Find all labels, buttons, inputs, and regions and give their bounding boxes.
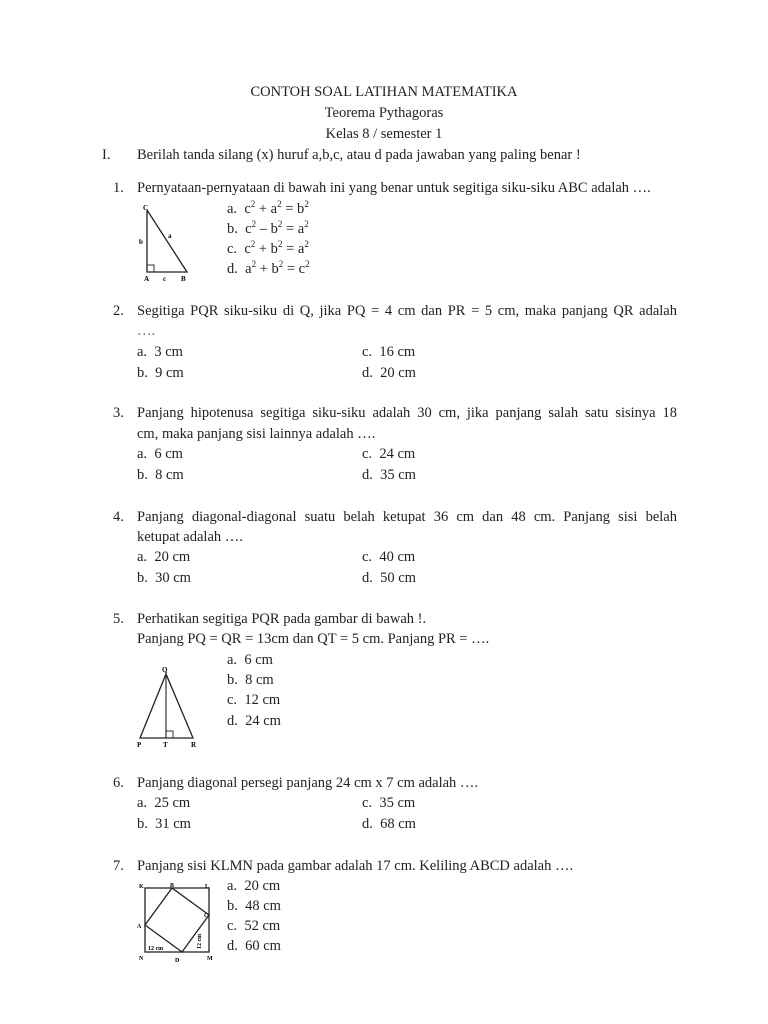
question-text-cont: ….	[137, 323, 156, 339]
option-letter: b.	[137, 467, 148, 483]
option-letter: a.	[227, 878, 238, 894]
option-letter: c.	[362, 795, 373, 811]
figure-label: K	[139, 884, 144, 890]
figure-label: b	[139, 238, 143, 246]
question-number: 1.	[113, 180, 124, 196]
option-text: 60 cm	[245, 938, 281, 954]
option-text: 68 cm	[380, 816, 416, 832]
option-text: 6 cm	[154, 446, 183, 462]
option-item[interactable]	[362, 549, 415, 566]
figure-label: B	[170, 883, 175, 889]
option-letter: a.	[227, 652, 238, 668]
question-text: Panjang hipotenusa segitiga siku-siku adalah 30 cm, jika panjang salah satu sisinya 18	[137, 405, 677, 421]
option-letter: b.	[227, 672, 238, 688]
option-item[interactable]	[362, 570, 416, 587]
section-instruction: Berilah tanda silang (x) huruf a,b,c, atau d pada jawaban yang paling benar !	[137, 147, 581, 163]
option-letter: b.	[227, 898, 238, 914]
isosceles-triangle-pqr-figure	[135, 664, 207, 750]
option-letter: c.	[362, 344, 373, 360]
option-item[interactable]: c. $c^2 + b^2 = a^2$	[227, 239, 309, 257]
figure-label: Q	[162, 666, 168, 674]
option-letter: c.	[362, 549, 373, 565]
option-letter: a.	[227, 201, 238, 217]
option-letter: a.	[137, 446, 148, 462]
option-item[interactable]: d. $a^2 + b^2 = c^2$	[227, 259, 310, 277]
option-item[interactable]	[137, 344, 183, 361]
question-text-cont: Panjang PQ = QR = 13cm dan QT = 5 cm. Panjang PR = ….	[137, 631, 490, 647]
option-item[interactable]	[137, 795, 190, 812]
option-text: 40 cm	[379, 549, 416, 565]
figure-label: 12 cm	[148, 946, 164, 952]
option-item[interactable]	[227, 672, 274, 689]
option-text: 50 cm	[380, 570, 416, 586]
page-title: CONTOH SOAL LATIHAN MATEMATIKA	[250, 84, 518, 100]
question-text: Perhatikan segitiga PQR pada gambar di bawah !.	[137, 611, 427, 627]
figure-label: 12 cm	[197, 933, 203, 949]
option-item[interactable]	[362, 816, 416, 833]
figure-label: T	[163, 741, 168, 749]
option-letter: b.	[227, 221, 238, 237]
option-letter: b.	[137, 365, 148, 381]
option-item[interactable]	[227, 898, 281, 915]
question-text: Panjang diagonal persegi panjang 24 cm x 7 cm adalah ….	[137, 775, 479, 791]
option-letter: a.	[137, 549, 148, 565]
option-text: 48 cm	[245, 898, 281, 914]
question-text: Pernyataan-pernyataan di bawah ini yang benar untuk segitiga siku-siku ABC adalah ….	[137, 180, 651, 196]
option-item[interactable]: b. $c^2 - b^2 = a^2$	[227, 219, 309, 237]
option-item[interactable]	[362, 344, 415, 361]
option-item[interactable]	[362, 467, 416, 484]
option-text: 25 cm	[154, 795, 191, 811]
question-text: Panjang diagonal-diagonal suatu belah ketupat 36 cm dan 48 cm. Panjang sisi belah	[137, 509, 677, 525]
option-item[interactable]	[227, 938, 281, 955]
option-letter: d.	[362, 467, 373, 483]
option-text: 8 cm	[245, 672, 274, 688]
option-item[interactable]	[137, 816, 191, 833]
option-letter: a.	[137, 344, 148, 360]
figure-label: L	[205, 884, 210, 890]
option-letter: b.	[137, 570, 148, 586]
option-item[interactable]: a. $c^2 + a^2 = b^2$	[227, 199, 309, 217]
question-text-cont: ketupat adalah ….	[137, 529, 243, 545]
option-letter: b.	[137, 816, 148, 832]
option-item[interactable]	[227, 918, 280, 935]
figure-label: N	[139, 956, 144, 962]
option-text: 31 cm	[155, 816, 191, 832]
right-triangle-abc-figure	[135, 200, 195, 286]
option-text: 20 cm	[154, 549, 191, 565]
figure-label: D	[175, 958, 180, 964]
figure-label: M	[207, 956, 213, 962]
option-letter: d.	[362, 570, 373, 586]
figure-label: P	[137, 741, 142, 749]
option-letter: d.	[227, 713, 238, 729]
option-letter: d.	[227, 938, 238, 954]
option-letter: c.	[227, 918, 238, 934]
question-text: Segitiga PQR siku-siku di Q, jika PQ = 4 cm dan PR = 5 cm, maka panjang QR adalah	[137, 303, 677, 319]
option-letter: d.	[362, 816, 373, 832]
option-item[interactable]	[227, 878, 280, 895]
square-klmn-figure	[135, 880, 217, 966]
page-subtitle: Teorema Pythagoras	[324, 105, 444, 121]
figure-label: A	[137, 924, 142, 930]
question-number: 6.	[113, 775, 124, 791]
option-text: 20 cm	[244, 878, 281, 894]
option-text: 6 cm	[244, 652, 273, 668]
option-text: 9 cm	[155, 365, 184, 381]
question-text: Panjang sisi KLMN pada gambar adalah 17 cm. Keliling ABCD adalah ….	[137, 858, 574, 874]
option-text: 24 cm	[379, 446, 416, 462]
option-item[interactable]	[362, 795, 415, 812]
option-item[interactable]	[137, 365, 184, 382]
option-text: 52 cm	[244, 918, 281, 934]
question-number: 4.	[113, 509, 124, 525]
question-number: 7.	[113, 858, 124, 874]
option-item[interactable]	[227, 692, 280, 709]
question-number: 3.	[113, 405, 124, 421]
class-info: Kelas 8 / semester 1	[325, 126, 443, 142]
option-text: 8 cm	[155, 467, 184, 483]
option-letter: c.	[362, 446, 373, 462]
option-item[interactable]	[137, 467, 184, 484]
option-item[interactable]	[227, 713, 281, 730]
option-letter: c.	[227, 692, 238, 708]
figure-label: a	[168, 232, 172, 240]
figure-label: R	[191, 741, 197, 749]
option-text: 35 cm	[379, 795, 416, 811]
option-item[interactable]	[362, 365, 416, 382]
option-text: 12 cm	[244, 692, 281, 708]
question-number: 2.	[113, 303, 124, 319]
option-item[interactable]	[137, 570, 191, 587]
option-letter: d.	[362, 365, 373, 381]
question-number: 5.	[113, 611, 124, 627]
option-text: 30 cm	[155, 570, 191, 586]
figure-label: B	[181, 275, 186, 283]
option-letter: c.	[227, 241, 238, 257]
option-text: 16 cm	[379, 344, 416, 360]
option-text: 3 cm	[154, 344, 183, 360]
option-text: 20 cm	[380, 365, 416, 381]
figure-label: C	[143, 204, 149, 212]
question-text-cont: cm, maka panjang sisi lainnya adalah ….	[137, 426, 376, 442]
option-letter: d.	[227, 261, 238, 277]
option-letter: a.	[137, 795, 148, 811]
option-item[interactable]	[137, 549, 190, 566]
option-text: 24 cm	[245, 713, 281, 729]
figure-label: A	[144, 275, 150, 283]
section-number: I.	[102, 147, 111, 163]
option-item[interactable]	[137, 446, 183, 463]
option-item[interactable]	[227, 652, 273, 669]
figure-label: c	[163, 275, 167, 283]
figure-label: C	[204, 913, 209, 919]
option-text: 35 cm	[380, 467, 416, 483]
option-item[interactable]	[362, 446, 415, 463]
